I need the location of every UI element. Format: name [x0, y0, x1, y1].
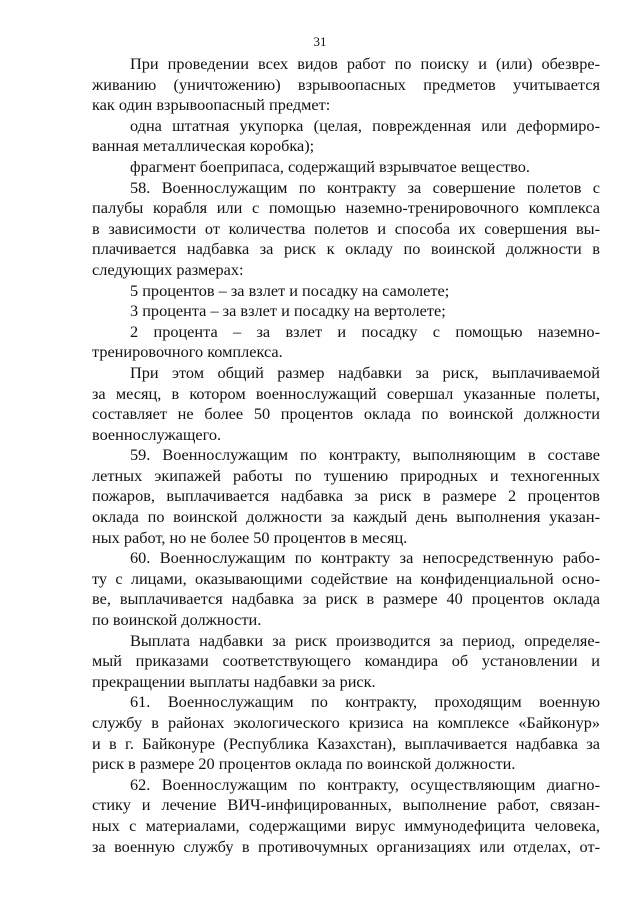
- text-line: ве, выплачивается надбавка за риск в размере 40 процентов оклада: [92, 589, 600, 609]
- text-line: 59. Военнослужащим по контракту, выполняющим в составе: [130, 445, 600, 465]
- text-line: 62. Военнослужащим по контракту, осуществляющим диагно-: [130, 774, 600, 794]
- text-line: ту с лицами, оказывающими содействие на конфиденциальной осно-: [92, 568, 600, 588]
- text-line: плачивается надбавка за риск к окладу по воинской должности в: [92, 239, 600, 259]
- text-line: мый приказами соответствующего командира об установлении и: [92, 651, 600, 671]
- text-line: 60. Военнослужащим по контракту за непосредственную рабо-: [130, 548, 600, 568]
- text-line: 61. Военнослужащим по контракту, проходящим военную: [130, 692, 600, 712]
- text-line: следующих размерах:: [92, 259, 244, 279]
- text-line: пожаров, выплачивается надбавка за риск в размере 2 процентов: [92, 486, 600, 506]
- text-line: оклада по воинской должности за каждый день выполнения указан-: [92, 507, 600, 527]
- text-line: 2 процента – за взлет и посадку с помощью наземно-: [130, 321, 600, 341]
- text-line: фрагмент боеприпаса, содержащий взрывчатое вещество.: [130, 156, 530, 176]
- text-line: службу в районах экологического кризиса на комплексе «Байконур»: [92, 713, 600, 732]
- text-line: по воинской должности.: [92, 610, 262, 630]
- text-line: стику и лечение ВИЧ-инфицированных, выполнение работ, связан-: [92, 795, 600, 815]
- text-line: военнослужащего.: [92, 424, 222, 444]
- text-line: тренировочного комплекса.: [92, 342, 283, 362]
- text-line: При проведении всех видов работ по поиску и (или) обезвре-: [130, 54, 600, 73]
- text-line: Выплата надбавки за риск производится за период, определяе-: [130, 630, 600, 650]
- text-line: ных с материалами, содержащими вирус иммунодефицита человека,: [92, 815, 600, 835]
- text-line: 3 процента – за взлет и посадку на вертолете;: [130, 301, 446, 321]
- text-line: за военную службу в противочумных организациях или отделах, от-: [92, 836, 600, 856]
- text-line: При этом общий размер надбавки за риск, выплачиваемой: [130, 362, 600, 382]
- text-line: ванная металлическая коробка);: [92, 136, 315, 156]
- text-line: палубы корабля или с помощью наземно-тренировочного комплекса: [92, 198, 600, 218]
- text-line: 58. Военнослужащим по контракту за совершение полетов с: [130, 177, 600, 197]
- text-line: и в г. Байконуре (Республика Казахстан), выплачивается надбавка за: [92, 733, 600, 753]
- text-line: риск в размере 20 процентов оклада по воинской должности.: [92, 754, 516, 774]
- text-line: живанию (уничтожению) взрывоопасных предметов учитывается: [92, 74, 600, 94]
- body-text: [92, 54, 600, 857]
- text-line: за месяц, в котором военнослужащий совершал указанные полеты,: [92, 383, 600, 403]
- text-line: составляет не более 50 процентов оклада по воинской должности: [92, 404, 600, 424]
- text-line: в зависимости от количества полетов и способа их совершения вы-: [92, 218, 600, 238]
- page-number: 31: [313, 34, 327, 49]
- text-line: одна штатная укупорка (целая, поврежденная или деформиро-: [130, 115, 600, 135]
- text-line: прекращении выплаты надбавки за риск.: [92, 671, 376, 691]
- text-line: как один взрывоопасный предмет:: [92, 95, 331, 115]
- text-line: летных экипажей работы по тушению природных и техногенных: [92, 465, 600, 485]
- text-line: 5 процентов – за взлет и посадку на самолете;: [130, 280, 450, 300]
- text-line: ных работ, но не более 50 процентов в месяц.: [92, 527, 408, 547]
